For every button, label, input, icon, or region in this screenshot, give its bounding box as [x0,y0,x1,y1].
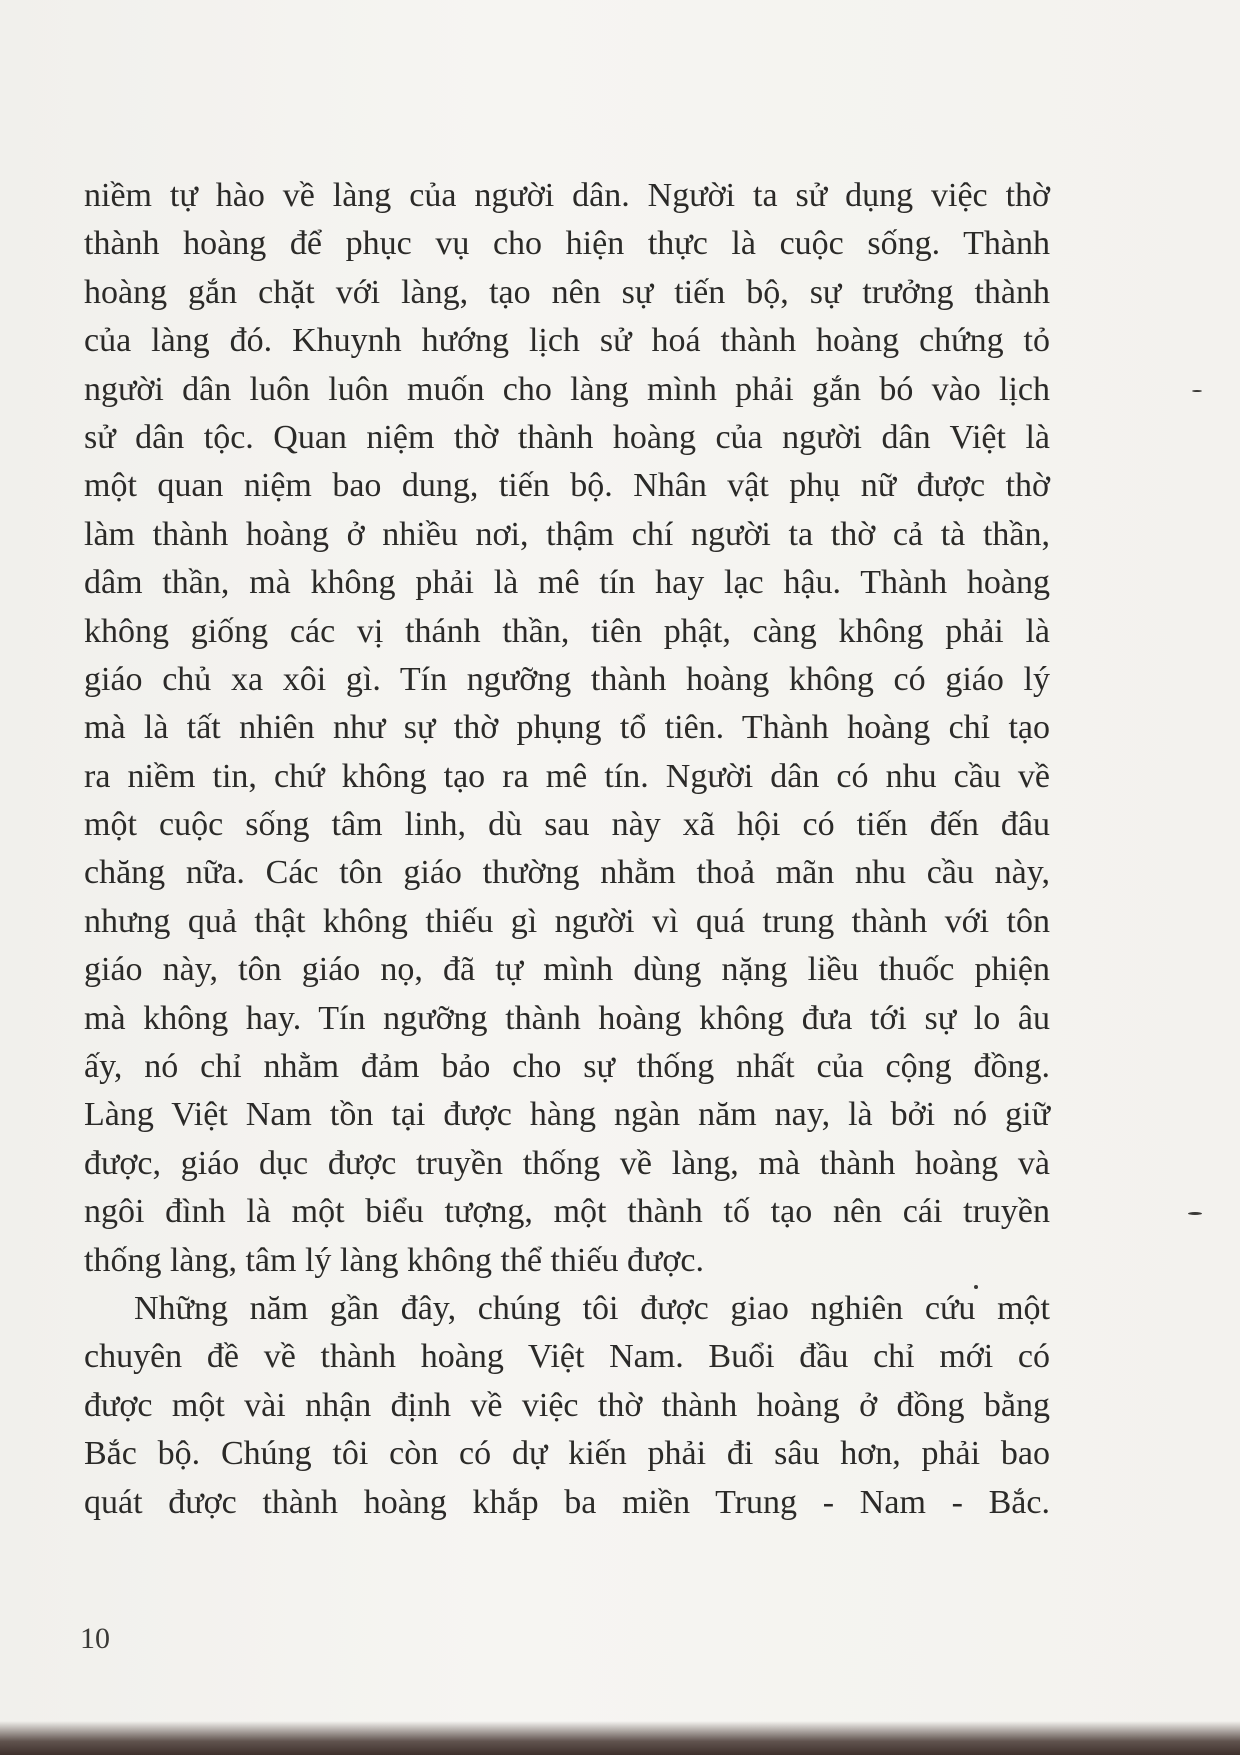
text-line: mà không hay. Tín ngưỡng thành hoàng không đưa tới sự lo âu [84,999,1050,1037]
text-line: của làng đó. Khuynh hướng lịch sử hoá thành hoàng chứng tỏ [84,322,1050,360]
text-line: nhưng quả thật không thiếu gì người vì quá trung thành với tôn [84,902,1050,940]
body-text [84,172,1050,1527]
text-line: Làng Việt Nam tồn tại được hàng ngàn năm nay, là bởi nó giữ [84,1096,1050,1134]
scan-speck [1192,390,1202,392]
page-number: 10 [80,1622,110,1655]
text-line: ấy, nó chỉ nhằm đảm bảo cho sự thống nhất của cộng đồng. [84,1048,1050,1086]
text-line: niềm tự hào về làng của người dân. Người ta sử dụng việc thờ [84,177,1050,214]
text-line: giáo chủ xa xôi gì. Tín ngưỡng thành hoàng không có giáo lý [84,660,1050,698]
text-line: thống làng, tâm lý làng không thể thiếu được. [84,1241,704,1279]
text-line: chăng nữa. Các tôn giáo thường nhằm thoả mãn nhu cầu này, [84,854,1050,892]
text-line: làm thành hoàng ở nhiều nơi, thậm chí người ta thờ cả tà thần, [84,515,1050,553]
text-line: người dân luôn luôn muốn cho làng mình phải gắn bó vào lịch [84,370,1050,408]
text-line: được, giáo dục được truyền thống về làng, mà thành hoàng và [84,1144,1050,1182]
paragraph-2 [84,1285,1050,1527]
text-line: hoàng gắn chặt với làng, tạo nên sự tiến bộ, sự trưởng thành [84,273,1050,311]
text-line: giáo này, tôn giáo nọ, đã tự mình dùng nặng liều thuốc phiện [84,951,1050,989]
scan-speck [974,1285,978,1289]
paragraph-1 [84,172,1050,1285]
text-line: thành hoàng để phục vụ cho hiện thực là cuộc sống. Thành [84,225,1050,263]
text-line: mà là tất nhiên như sự thờ phụng tổ tiên. Thành hoàng chỉ tạo [84,709,1050,747]
text-line: không giống các vị thánh thần, tiên phật, càng không phải là [84,612,1050,650]
text-line: ra niềm tin, chứ không tạo ra mê tín. Người dân có nhu cầu về [84,757,1050,795]
text-line: dâm thần, mà không phải là mê tín hay lạc hậu. Thành hoàng [84,564,1050,602]
text-line: sử dân tộc. Quan niệm thờ thành hoàng của người dân Việt là [84,418,1050,456]
text-line: Bắc bộ. Chúng tôi còn có dự kiến phải đi sâu hơn, phải bao [84,1435,1050,1473]
text-line: chuyên đề về thành hoàng Việt Nam. Buổi đầu chỉ mới có [84,1338,1050,1376]
text-line: được một vài nhận định về việc thờ thành hoàng ở đồng bằng [84,1386,1050,1424]
text-line: Những năm gần đây, chúng tôi được giao nghiên cứu một [134,1289,1050,1327]
scan-speck [1188,1212,1202,1215]
text-line: ngôi đình là một biểu tượng, một thành tố tạo nên cái truyền [84,1193,1050,1231]
text-line: một quan niệm bao dung, tiến bộ. Nhân vật phụ nữ được thờ [84,467,1050,505]
text-line: quát được thành hoàng khắp ba miền Trung - Nam - Bắc. [84,1483,1050,1521]
text-line: một cuộc sống tâm linh, dù sau này xã hội có tiến đến đâu [84,806,1050,844]
scan-edge-shadow [0,1721,1240,1755]
